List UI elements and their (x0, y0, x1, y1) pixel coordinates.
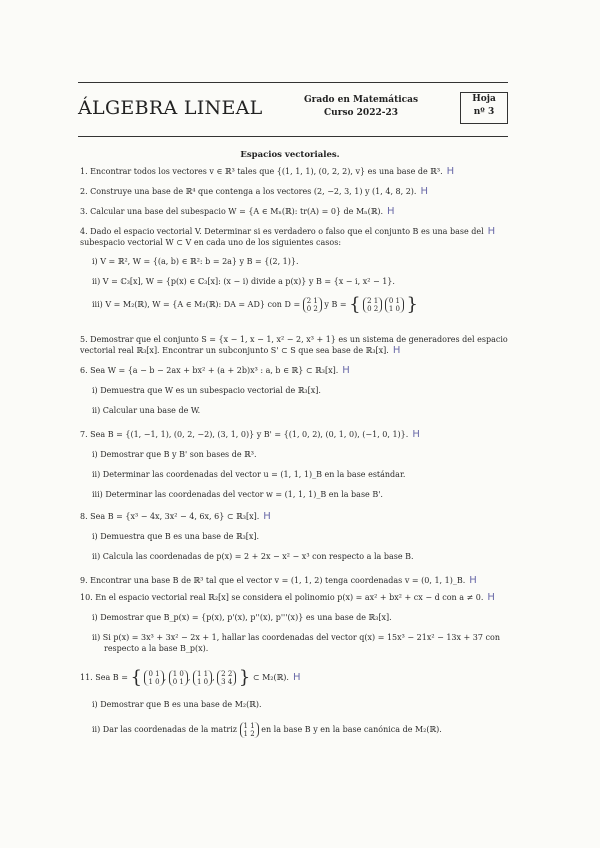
matrix-B11b: 1 0 0 1 (169, 670, 188, 686)
exercise-1: 1. Encontrar todos los vectores v ∈ ℝ³ tales que {(1, 1, 1), (0, 2, 2), v} es una base de ℝ³. H (80, 166, 455, 177)
exercise-7-i: i) Demostrar que B y B' son bases de ℝ³. (92, 450, 257, 459)
exercise-11-i: i) Demostrar que B es una base de M₂(ℝ). (92, 700, 262, 709)
matrix-B4b: 0 1 1 0 (385, 297, 404, 313)
handwritten-mark: H (392, 345, 401, 356)
matrix-M11: 1 1 1 2 (240, 722, 259, 738)
matrix-B11a: 0 1 1 0 (144, 670, 163, 686)
handwritten-mark: H (446, 166, 455, 177)
exercise-5: 5. Demostrar que el conjunto S = {x − 1, x − 1, x² − 2, x³ + 1} es un sistema de generadores del espacio (80, 335, 508, 344)
matrix-B4a: 2 1 0 2 (363, 297, 382, 313)
course-year: Curso 2022-23 (324, 108, 398, 118)
handwritten-mark: H (263, 511, 271, 522)
exercise-6-ii: ii) Calcular una base de W. (92, 406, 201, 415)
exercise-7: 7. Sea B = {(1, −1, 1), (0, 2, −2), (3, 1, 0)} y B' = {(1, 0, 2), (0, 1, 0), (−1, 0, 1)}. H (80, 429, 420, 440)
bottom-rule (78, 136, 508, 137)
exercise-4-iii: iii) V = M₂(ℝ), W = {A ∈ M₂(ℝ): DA = AD} con D = 2 1 0 2 y B = { 2 1 0 2 0 1 1 0 } (92, 294, 418, 315)
sheet-number-box (460, 92, 508, 124)
exercise-10-i: i) Demostrar que B_p(x) = {p(x), p'(x), p''(x), p'''(x)} es una base de ℝ₃[x]. (92, 613, 392, 622)
matrix-B11c: 1 1 1 0 (193, 670, 212, 686)
handwritten-mark: H (412, 429, 420, 440)
matrix-D: 2 1 0 2 (303, 297, 322, 313)
sheet-number: nº 3 (473, 107, 495, 117)
degree-label: Grado en Matemáticas (303, 95, 419, 105)
exercise-4-i: i) V = ℝ², W = {(a, b) ∈ ℝ²: b = 2a} y B = {(2, 1)}. (92, 257, 299, 266)
exercise-4-ii: ii) V = ℂ₃[x], W = {p(x) ∈ ℂ₃[x]: (x − i) divide a p(x)} y B = {x − i, x² − 1}. (92, 277, 395, 286)
exercise-7-iii: iii) Determinar las coordenadas del vector w = (1, 1, 1)_B en la base B'. (92, 490, 383, 499)
handwritten-mark: H (469, 575, 477, 586)
course-info (296, 94, 426, 120)
section-title: Espacios vectoriales. (240, 150, 340, 160)
handwritten-mark: H (342, 365, 350, 376)
exercise-3: 3. Calcular una base del subespacio W = {A ∈ Mₙ(ℝ): tr(A) = 0} de Mₙ(ℝ). H (80, 206, 395, 217)
exercise-2: 2. Construye una base de ℝ⁴ que contenga a los vectores (2, −2, 3, 1) y (1, 4, 8, 2). H (80, 186, 428, 197)
exercise-11-ii: ii) Dar las coordenadas de la matriz 1 1 1 2 en la base B y en la base canónica de M₂(ℝ). (92, 722, 442, 738)
exercise-10-ii-cont: respecto a la base B_p(x). (104, 644, 209, 653)
exercise-8-ii: ii) Calcula las coordenadas de p(x) = 2 + 2x − x² − x³ con respecto a la base B. (92, 552, 414, 561)
handwritten-mark: H (292, 672, 301, 683)
top-rule (78, 82, 508, 83)
exercise-10-ii: ii) Si p(x) = 3x³ + 3x² − 2x + 1, hallar las coordenadas del vector q(x) = 15x³ − 21x² − 13x + 37 con (92, 633, 500, 642)
exercise-11: 11. Sea B = { 0 1 1 0 , 1 0 0 1 , 1 1 1 0 , 2 2 3 4 } ⊂ M₂(ℝ). H (80, 667, 301, 688)
exercise-7-ii: ii) Determinar las coordenadas del vector u = (1, 1, 1)_B en la base estándar. (92, 470, 406, 479)
handwritten-mark: H (387, 206, 395, 217)
exercise-6-i: i) Demuestra que W es un subespacio vectorial de ℝ₃[x]. (92, 386, 321, 395)
exercise-8: 8. Sea B = {x³ − 4x, 3x² − 4, 6x, 6} ⊂ ℝ₃[x]. H (80, 511, 271, 522)
page-title: ÁLGEBRA LINEAL (78, 97, 263, 119)
exercise-5-cont: vectorial real ℝ₃[x]. Encontrar un subconjunto S' ⊂ S que sea base de ℝ₃[x]. H (80, 345, 401, 356)
handwritten-mark: H (487, 592, 495, 603)
sheet-label: Hoja (472, 94, 496, 104)
matrix-B11d: 2 2 3 4 (217, 670, 236, 686)
exercise-9: 9. Encontrar una base B de ℝ³ tal que el vector v = (1, 1, 2) tenga coordenadas v = (0, 1, 1)_B. H (80, 575, 477, 586)
exercise-10: 10. En el espacio vectorial real ℝ₂[x] se considera el polinomio p(x) = ax² + bx² + cx − d con a ≠ 0. H (80, 592, 495, 603)
handwritten-mark: H (487, 226, 496, 237)
exercise-4-cont: subespacio vectorial W ⊂ V en cada uno de los siguientes casos: (80, 238, 342, 247)
handwritten-mark: H (420, 186, 428, 197)
exercise-6: 6. Sea W = {a − b − 2ax + bx² + (a + 2b)x³ : a, b ∈ ℝ} ⊂ ℝ₃[x]. H (80, 365, 350, 376)
exercise-8-i: i) Demuestra que B es una base de ℝ₃[x]. (92, 532, 260, 541)
exercise-4: 4. Dado el espacio vectorial V. Determinar si es verdadero o falso que el conjunto B es una base del H (80, 226, 496, 237)
